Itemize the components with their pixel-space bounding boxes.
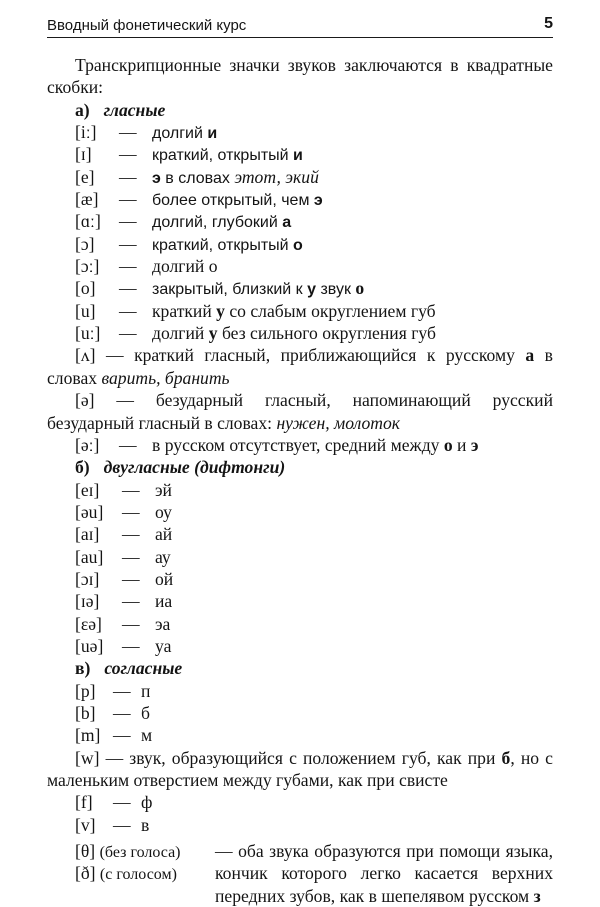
description: эй [155,479,172,500]
section-vowels-heading: а) гласные [75,99,166,120]
description: эа [155,613,171,634]
phonetic-symbol: [əu] [75,501,104,522]
description: ай [155,524,173,545]
phonetic-symbol: [f] [75,792,93,813]
description: б [141,702,150,723]
consonant-row: [m] — м [75,725,153,746]
vowel-row: [u] — краткий у со слабым округлением губ [75,300,436,321]
description: ф [141,792,153,813]
diphthong-row: [ɪə] — иа [75,591,173,612]
vowel-row: [ɔː] — долгий о [75,256,218,277]
phonetic-symbol: [uə] [75,635,104,656]
phonetic-symbol: [ɛə] [75,613,102,634]
phonetic-symbol: [v] [75,814,96,835]
diphthong-row: [əu] — оу [75,501,172,522]
phonetic-symbol: [ɔ] [75,233,95,254]
phonetic-symbol: [m] [75,725,101,746]
phonetic-symbol: [p] [75,680,96,701]
diphthong-list [47,479,553,658]
phonetic-symbol: [ɪə] [75,591,100,612]
diphthong-row: [au] — ау [75,546,171,567]
consonant-row: [f] — ф [75,792,153,813]
phonetic-symbol: [o] [75,278,96,299]
description: закрытый, близкий к у звук о [152,278,365,299]
description: долгий, глубокий а [152,214,292,232]
vowel-row: [o] — закрытый, близкий к у звук о [47,277,553,299]
diphthong-row: [uə] — уа [75,635,172,656]
description: краткий, открытый о [152,236,303,254]
description: оу [155,501,172,522]
description: долгий у без сильного округления губ [152,323,436,344]
description: в [141,814,150,835]
description: краткий у со слабым округлением губ [152,300,436,321]
vowel-row-wrapped: [ʌ] — краткий гласный, приближающийся к русскому а в словах варить, бранить [47,345,553,388]
vowel-wide-list [47,344,553,433]
page-body [47,54,553,906]
diphthong-row: [aɪ] — ай [75,524,173,545]
phonetic-symbol: [u] [75,300,96,321]
vowel-row: [uː] — долгий у без сильного округления губ [75,323,436,344]
vowel-row: [ɔ] — краткий, открытый о [47,233,553,255]
phonetic-symbol: [iː] [75,122,97,143]
page-number: 5 [544,15,553,32]
description: ой [155,568,174,589]
running-header [47,15,553,38]
vowel-row-long-schwa: [əː] — в русском отсутствует, средний между о и э [75,434,479,455]
consonant-th-entry: [θ] (без голоса) [ð] (с голосом) — оба звука образуются при помощи языка, кончик которого легко касается верхних передних зубов, как в шепелявом русском з [75,841,553,906]
description: м [141,725,153,746]
description: э в словах этот, экий [152,166,319,187]
phonetic-symbol: [ɔː] [75,256,100,277]
vowel-row: [æ] — более открытый, чем э [47,188,553,210]
description: краткий, открытый и [152,147,303,165]
phonetic-symbol: [aɪ] [75,524,100,545]
description: п [141,680,151,701]
consonant-row: [v] — в [75,814,150,835]
phonetic-symbol: [b] [75,702,96,723]
vowel-list [47,121,553,344]
phonetic-symbol: [eɪ] [75,479,100,500]
phonetic-symbol: [e] [75,166,95,187]
diphthong-row: [ɛə] — эа [75,613,171,634]
consonant-list-2 [47,791,553,836]
consonant-row: [b] — б [75,702,150,723]
diphthong-row: [eɪ] — эй [75,479,172,500]
description: долгий и [152,125,218,143]
section-diphthongs-heading: б) двугласные (дифтонги) [75,457,286,478]
phonetic-symbol: [uː] [75,323,101,344]
section-consonants-heading: в) согласные [75,658,183,679]
intro-paragraph: Транскрипционные значки звуков заключаются в квадратные скобки: [47,55,553,98]
consonant-w-entry: [w] — звук, образующийся с положением губ, как при б, но с маленьким отверстием между губами, как при свисте [47,747,553,790]
vowel-row: [ɪ] — краткий, открытый и [47,143,553,165]
consonant-row: [p] — п [75,680,151,701]
header-title: Вводный фонетический курс [47,17,247,34]
diphthong-row: [ɔɪ] — ой [75,568,174,589]
phonetic-symbol: [ɪ] [75,144,92,165]
vowel-row: [ɑː] — долгий, глубокий а [47,210,553,232]
vowel-row: [iː] — долгий и [47,121,553,143]
description: долгий о [152,256,218,277]
description: иа [155,591,173,612]
vowel-row-wrapped: [ə] — безударный гласный, напоминающий русский безударный гласный в словах: нужен, молоток [47,390,553,433]
phonetic-symbol: [ɔɪ] [75,568,100,589]
description: уа [155,635,172,656]
vowel-row: [e] — э в словах этот, экий [47,166,553,188]
description: ау [155,546,171,567]
consonant-list [47,680,553,747]
description: более открытый, чем э [152,192,323,210]
phonetic-symbol: [au] [75,546,104,567]
phonetic-symbol: [ɑː] [75,211,101,232]
phonetic-symbol: [æ] [75,189,99,210]
